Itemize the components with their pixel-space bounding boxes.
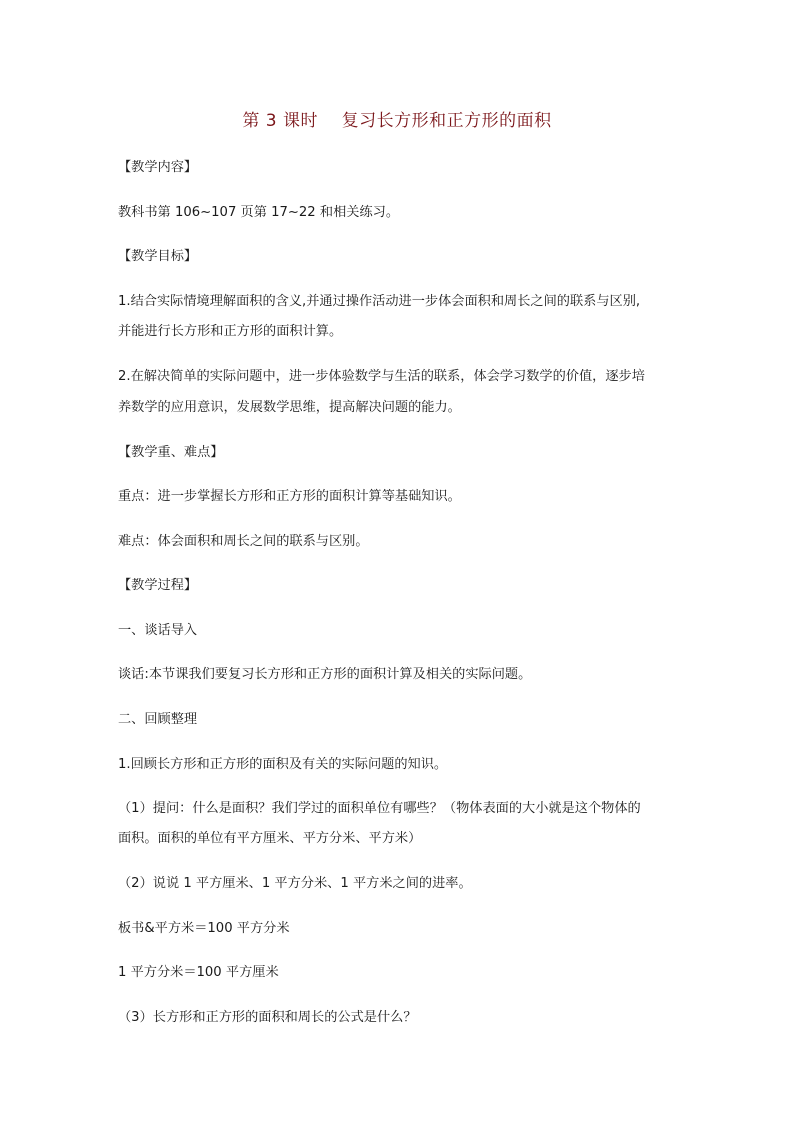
difficult-point-line: 难点：体会面积和周长之间的联系与区别。 bbox=[118, 534, 369, 549]
goal-2-line-1: 2.在解决简单的实际问题中，进一步体验数学与生活的联系，体会学习数学的价值，逐步培 bbox=[118, 369, 645, 384]
question-3-line: （3）长方形和正方形的面积和周长的公式是什么？ bbox=[118, 1010, 417, 1025]
section-heading-goals: 【教学目标】 bbox=[118, 249, 198, 264]
subheading-review: 二、回顾整理 bbox=[118, 712, 198, 727]
key-point-line: 重点：进一步掌握长方形和正方形的面积计算等基础知识。 bbox=[118, 489, 461, 504]
paragraph-textbook-pages: 教科书第 106~107 页第 17~22 和相关练习。 bbox=[118, 205, 400, 220]
section-heading-key-points: 【教学重、难点】 bbox=[118, 445, 224, 460]
goal-2-line-2: 养数学的应用意识，发展数学思维，提高解决问题的能力。 bbox=[118, 400, 461, 415]
review-item-1: 1.回顾长方形和正方形的面积及有关的实际问题的知识。 bbox=[118, 757, 448, 772]
section-heading-content: 【教学内容】 bbox=[118, 160, 198, 175]
goal-1-line-2: 并能进行长方形和正方形的面积计算。 bbox=[118, 324, 343, 339]
goal-1-line-1: 1.结合实际情境理解面积的含义,并通过操作活动进一步体会面积和周长之间的联系与区别, bbox=[118, 294, 641, 309]
board-note-line-2: 1 平方分米＝100 平方厘米 bbox=[118, 965, 279, 980]
board-note-line-1: 板书&平方米＝100 平方分米 bbox=[118, 921, 290, 936]
section-heading-process: 【教学过程】 bbox=[118, 578, 198, 593]
introduction-line: 谈话:本节课我们要复习长方形和正方形的面积计算及相关的实际问题。 bbox=[118, 667, 532, 682]
subheading-introduction: 一、谈话导入 bbox=[118, 623, 198, 638]
question-1-line-1: （1）提问：什么是面积？我们学过的面积单位有哪些？（物体表面的大小就是这个物体的 bbox=[118, 801, 641, 816]
question-1-line-2: 面积。面积的单位有平方厘米、平方分米、平方米） bbox=[118, 831, 422, 846]
page-title: 第 3 课时 复习长方形和正方形的面积 bbox=[242, 111, 552, 131]
question-2-line: （2）说说 1 平方厘米、1 平方分米、1 平方米之间的进率。 bbox=[118, 876, 472, 891]
